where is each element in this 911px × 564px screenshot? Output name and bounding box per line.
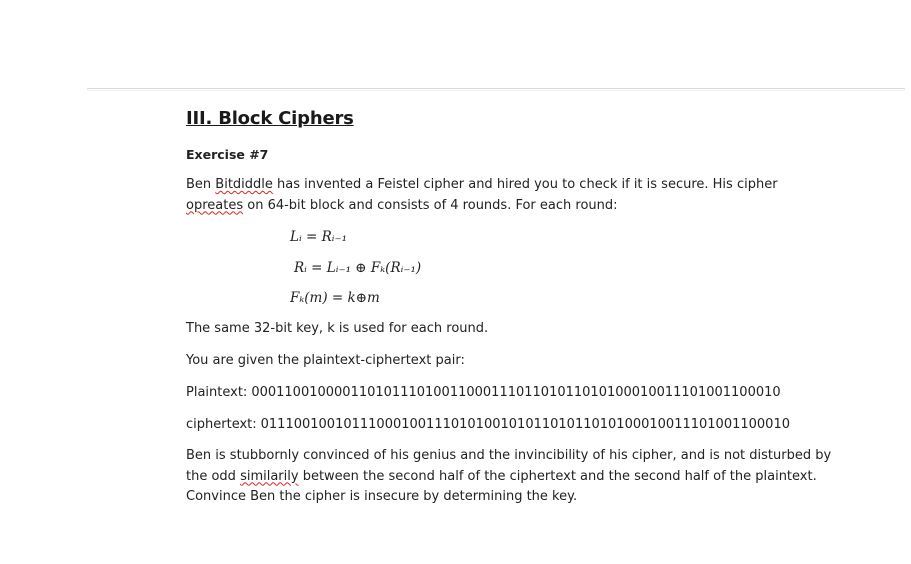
- plaintext-label: Plaintext:: [186, 385, 248, 400]
- plaintext-value: 0001100100001101011101001100011101101011010100010011101001100010: [251, 385, 781, 400]
- intro-text: on 64-bit block and consists of 4 rounds. For each round:: [243, 197, 618, 213]
- plaintext-line: [186, 383, 781, 404]
- intro-text: has invented a Feistel cipher and hired you to check if it is secure. His cipher: [272, 177, 778, 192]
- spellcheck-flagged-word[interactable]: similarily: [240, 468, 299, 484]
- page-top-border-shadow: [87, 90, 905, 91]
- ciphertext-line: [186, 415, 790, 436]
- ciphertext-value: 0111001001011100010011101010010101101011010100010011101001100010: [260, 417, 790, 432]
- equation-right-half: Rᵢ = Lᵢ₋₁ ⊕ Fₖ(Rᵢ₋₁): [294, 260, 422, 276]
- equation-round-function: Fₖ(m) = k⊕m: [290, 290, 380, 306]
- intro-paragraph: [186, 175, 836, 216]
- key-note: The same 32-bit key, k is used for each round.: [186, 321, 489, 336]
- spellcheck-flagged-word[interactable]: opreates: [186, 197, 244, 213]
- spellcheck-flagged-word[interactable]: Bitdiddle: [215, 177, 273, 192]
- ciphertext-label: ciphertext:: [186, 417, 257, 432]
- conclusion-text: Ben is stubbornly convinced of his genius and the invincibility of his cipher, and is not disturbed by the odd: [186, 448, 832, 484]
- equation-left-half: Lᵢ = Rᵢ₋₁: [290, 229, 347, 245]
- given-note: You are given the plaintext-ciphertext pair:: [186, 353, 465, 368]
- section-heading: III. Block Ciphers: [186, 108, 354, 129]
- conclusion-text: between the second half of the ciphertext and the second half of the plaintext. Convince Ben the cipher is insecure by determining the key.: [186, 468, 817, 504]
- intro-text: Ben: [186, 177, 216, 192]
- page-top-border: [87, 88, 905, 89]
- exercise-heading: Exercise #7: [186, 147, 269, 162]
- conclusion-paragraph: [186, 446, 836, 508]
